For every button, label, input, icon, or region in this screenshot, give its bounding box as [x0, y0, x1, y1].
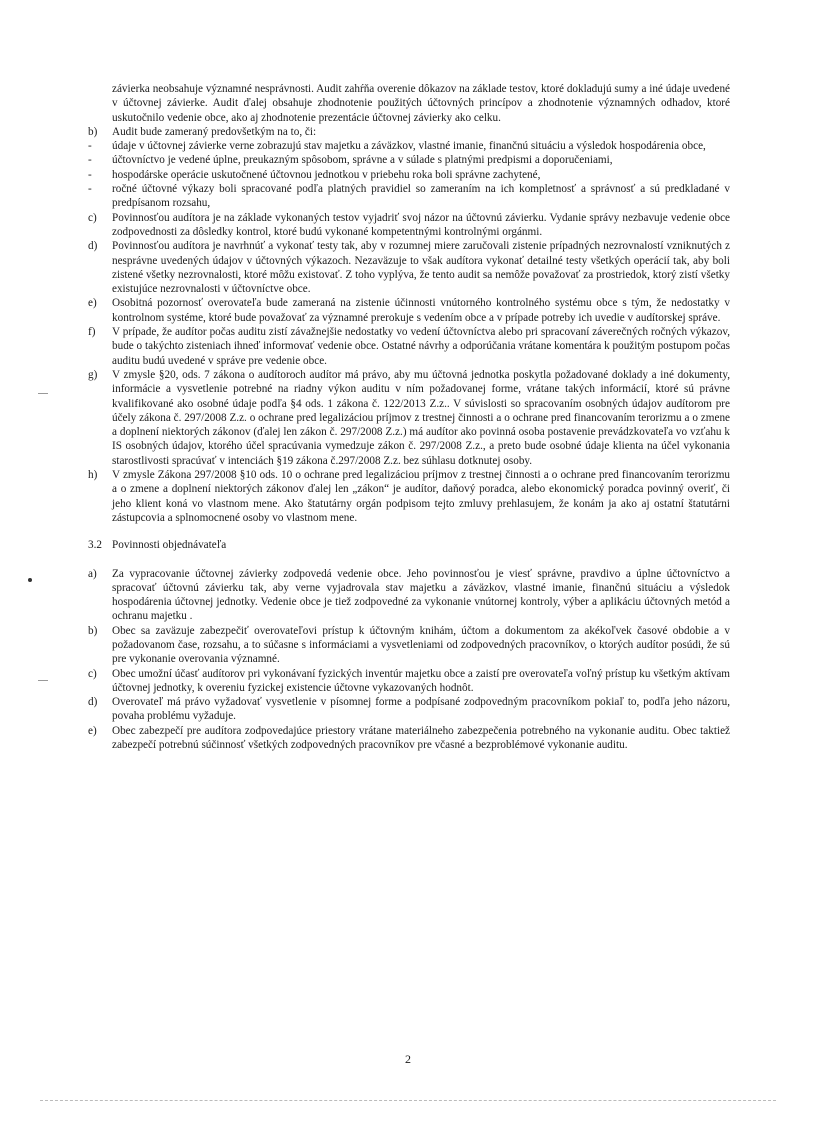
bullet-text: údaje v účtovnej závierke verne zobrazujú stav majetku a záväzkov, vlastné imanie, finančnú situáciu a výsledok hospodárenia obce, — [112, 140, 706, 153]
item-text: V prípade, že audítor počas auditu zistí závažnejšie nedostatky vo vedení účtovníctva alebo pri spracovaní záverečných ročných výkazov, bude o takýchto zisteniach ihneď informovať vedenie obce. Ostatné návrhy a odporúčania vrátane komentára k použitým postupom počas auditu budú uvedené v správe pre vedenie obce. — [112, 326, 730, 367]
list-item-h — [88, 468, 730, 525]
item-text: Osobitná pozornosť overovateľa bude zameraná na zistenie účinnosti vnútorného kontrolného systému obce s tým, že nedostatky v kontrolnom systéme, ktoré bude považovať za významné prerokuje s vedením obce a v prípade potreby ich uvedie v audítorskej správe. — [112, 297, 730, 324]
section-number: 3.2 — [88, 539, 102, 552]
document-body — [88, 82, 730, 752]
section-heading — [88, 538, 730, 552]
list-item-b — [88, 624, 730, 667]
bullet-mark: - — [88, 154, 92, 167]
item-letter: d) — [88, 696, 98, 709]
item-letter: h) — [88, 469, 98, 482]
margin-mark — [38, 393, 48, 394]
item-letter: b) — [88, 624, 98, 637]
bullet-mark: - — [88, 140, 92, 153]
margin-mark — [38, 680, 48, 681]
bullet-mark: - — [88, 183, 92, 196]
item-letter: c) — [88, 667, 97, 680]
bullet-item — [88, 153, 730, 167]
item-letter: c) — [88, 211, 97, 224]
scan-speck — [28, 578, 32, 582]
item-letter: f) — [88, 326, 96, 339]
item-text: Obec zabezpečí pre audítora zodpovedajúce priestory vrátane materiálneho zabezpečenia potrebného na vykonanie auditu. Obec taktiež zabezpečí potrebnú súčinnosť všetkých zodpovedných pracovníkov pre včasné a bezproblémové vykonanie auditu. — [112, 724, 730, 752]
item-letter: e) — [88, 297, 97, 310]
bullet-text: ročné účtovné výkazy boli spracované podľa platných pravidiel so zameraním na ich kompletnosť a správnosť a sú predkladané v predpísanom rozsahu, — [112, 183, 730, 210]
item-text: Audit bude zameraný predovšetkým na to, či: — [112, 125, 317, 138]
item-letter: b) — [88, 125, 98, 138]
intro-paragraph: závierka neobsahuje významné nesprávnosti. Audit zahŕňa overenie dôkazov na základe testov, ktoré dokladujú sumy a iné údaje uvedené v účtovnej závierke. Audit ďalej obsahuje zhodnotenie použitých účtovných princípov a zhodnotenie významných odhadov, ktoré uskutočnilo vedenie obce, ako aj zhodnotenie prezentácie účtovnej závierky ako celku. — [112, 83, 730, 124]
page-bottom-edge — [40, 1100, 776, 1101]
page-number: 2 — [405, 1052, 411, 1066]
bullet-item — [88, 182, 730, 211]
list-item-b — [88, 125, 730, 139]
list-item-d — [88, 695, 730, 724]
list-item-e — [88, 296, 730, 325]
item-text: Povinnosťou audítora je navrhnúť a vykonať testy tak, aby v rozumnej miere zaručovali zistenie prípadných nezrovnalostí vzniknutých z nesprávne uvedených údajov v účtovných výkazoch. Nezaväzuje to však audítora vykonať detailné testy všetkých operácií tak, aby boli zistené všetky nezrovnalosti, ktoré môžu existovať. Z toho vyplýva, že tento audit sa nemôže považovať za prostriedok, ktorý zistí všetky existujúce nezrovnalosti v účtovníctve obce. — [112, 240, 730, 296]
item-letter: a) — [88, 567, 97, 580]
list-item-d — [88, 239, 730, 296]
list-item-c — [88, 211, 730, 240]
section-title: Povinnosti objednávateľa — [112, 539, 227, 552]
list-item-f — [88, 325, 730, 368]
list-item-g — [88, 368, 730, 468]
item-text: Obec sa zaväzuje zabezpečiť overovateľovi prístup k účtovným knihám, účtom a dokumentom za akékoľvek časové obdobie a v požadovanom čase, rozsahu, a to súčasne s informáciami a vysvetleniami od zodpovedných pracovníkov, o ktorých audítor posúdi, že sú pre vykonanie overovania významné. — [112, 624, 730, 666]
item-letter: d) — [88, 240, 98, 253]
item-letter: e) — [88, 724, 97, 737]
item-text: V zmysle Zákona 297/2008 §10 ods. 10 o ochrane pred legalizáciou príjmov z trestnej činnosti a o ochrane pred financovaním terorizmu a o zmene a doplnení niektorých zákonov ďalej len „zákon“ je audítor, daňový poradca, alebo ekonomický poradca povinný overiť, či jeho klient koná vo vlastnom mene. Ako štatutárny orgán podpisom tejto zmluvy prehlasujem, že konám ja ako aj ostatní štatutárni zástupcovia a splnomocnené osoby vo vlastnom mene. — [112, 469, 730, 524]
bullet-item — [88, 168, 730, 182]
bullet-text: hospodárske operácie uskutočnené účtovnou jednotkou v priebehu roka boli správne zachytené, — [112, 168, 541, 181]
item-text: Za vypracovanie účtovnej závierky zodpovedá vedenie obce. Jeho povinnosťou je viesť správne, pravdivo a úplne účtovníctvo a spracovať účtovnú závierku tak, aby verne vyjadrovala stav majetku a záväzkov, vlastné imanie, finančnú situáciu a výsledok hospodárenia účtovnej jednotky. Vedenie obce je tiež zodpovedné za vykonanie vnútornej kontroly, výber a aplikáciu účtovných metód a ochranu majetku . — [112, 567, 730, 623]
bullet-item — [88, 139, 730, 153]
bullet-text: účtovníctvo je vedené úplne, preukazným spôsobom, správne a v súlade s platnými predpismi a doporučeniami, — [112, 154, 613, 167]
item-text: Overovateľ má právo vyžadovať vysvetlenie v písomnej forme a podpísané zodpovedným pracovníkom pokiaľ to, podľa jeho názoru, povaha problému vyžaduje. — [112, 696, 730, 723]
item-letter: g) — [88, 368, 98, 381]
item-text: Povinnosťou audítora je na základe vykonaných testov vyjadriť svoj názor na účtovnú závierku. Vydanie správy nezbavuje vedenie obce zodpovednosti za dôsledky kontrol, ktoré budú vykonané kompetentnými kontrolnými orgánmi. — [112, 211, 730, 238]
item-text: V zmysle §20, ods. 7 zákona o audítoroch audítor má právo, aby mu účtovná jednotka poskytla požadované doklady a iné dokumenty, informácie a vysvetlenie potrebné na riadny výkon auditu v ním požadovanej forme, vrátane takých informácií, ktoré sú právne kvalifikované ako osobné údaje podľa §4 ods. 1 zákona č. 122/2013 Z.z.. V súvislosti so spracovaním osobných údajov audítorom pre účely zákona č. 297/2008 Z.z. o ochrane pred legalizáciou príjmov z trestnej činnosti a o ochrane pred financovaním terorizmu a o zmene a doplnení niektorých zákonov (ďalej len zákon č. 297/2008 Z.z.) má audítor ako povinná osoba postavenie prevádzkovateľa vo vzťahu k IS osobných údajov, ktorého účel spracúvania vymedzuje zákon č. 297/2008 Z.z., a preto bude osobné údaje klienta na účel vykonania starostlivosti spracúvať v intenciách §19 zákona č.297/2008 Z.z. bez súhlasu dotknutej osoby. — [112, 368, 730, 467]
list-item-e — [88, 724, 730, 753]
list-item-c — [88, 667, 730, 696]
item-text: Obec umožní účasť audítorov pri vykonávaní fyzických inventúr majetku obce a zaistí pre overovateľa voľný prístup ku všetkým aktívam účtovnej jednotky, k overeniu fyzickej existencie účtovne vykazovaných hodnôt. — [112, 667, 730, 694]
list-item-a — [88, 567, 730, 624]
bullet-mark: - — [88, 168, 92, 181]
